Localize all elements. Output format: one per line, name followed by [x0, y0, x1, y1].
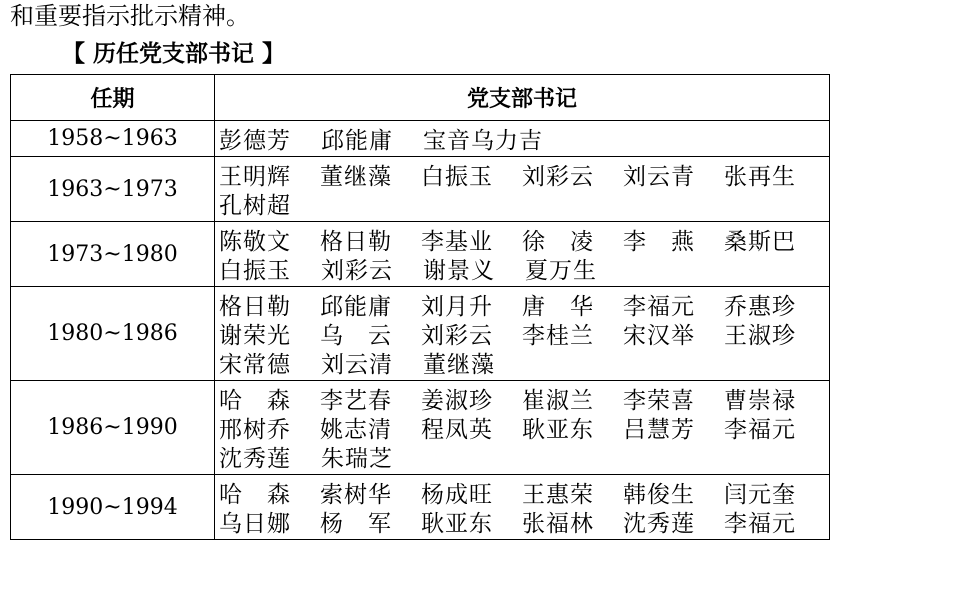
secretary-name: 李艺春	[320, 388, 392, 414]
secretary-name: 韩俊生	[623, 482, 695, 508]
secretaries-cell	[215, 475, 830, 540]
intro-text: 和重要指示批示精神。	[10, 2, 250, 30]
table-row	[11, 287, 830, 381]
secretary-name: 沈秀莲	[623, 511, 695, 537]
secretary-name: 邱能庸	[320, 294, 392, 320]
secretary-name: 谢荣光	[219, 323, 291, 349]
secretary-name: 程凤英	[421, 417, 493, 443]
secretaries-table-container	[10, 74, 830, 540]
secretary-name: 杨成旺	[421, 482, 493, 508]
name-line	[219, 413, 825, 442]
secretary-name: 董继藻	[320, 164, 392, 190]
secretary-name: 王淑珍	[724, 323, 796, 349]
name-line	[219, 290, 825, 319]
secretary-name: 李 燕	[623, 229, 695, 255]
secretary-name: 崔淑兰	[522, 388, 594, 414]
secretary-name: 李福元	[724, 417, 796, 443]
secretary-name: 董继藻	[423, 352, 495, 378]
secretary-name: 白振玉	[219, 258, 291, 284]
table-body	[11, 121, 830, 540]
secretaries-cell	[215, 121, 830, 157]
term-cell: 1973~1980	[11, 222, 215, 287]
secretary-name: 曹崇禄	[724, 388, 796, 414]
secretary-name: 李荣喜	[623, 388, 695, 414]
secretary-name: 刘彩云	[321, 258, 393, 284]
name-line	[219, 384, 825, 413]
secretary-name: 刘云清	[321, 352, 393, 378]
secretary-name: 格日勒	[320, 229, 392, 255]
secretary-name: 宝音乌力吉	[423, 128, 543, 154]
term-cell: 1963~1973	[11, 157, 215, 222]
secretaries-table	[10, 74, 830, 540]
secretary-name: 彭德芳	[219, 128, 291, 154]
section-heading: 【 历任党支部书记 】	[62, 41, 286, 67]
name-line	[219, 225, 825, 254]
term-cell: 1980~1986	[11, 287, 215, 381]
secretary-name: 乌日娜	[219, 511, 291, 537]
secretary-name: 夏万生	[525, 258, 597, 284]
secretary-name: 邢树乔	[219, 417, 291, 443]
secretary-name: 刘彩云	[421, 323, 493, 349]
secretary-name: 哈 森	[219, 388, 291, 414]
secretary-name: 沈秀莲	[219, 446, 291, 472]
header-secretaries: 党支部书记	[215, 75, 830, 121]
secretary-name: 朱瑞芝	[321, 446, 393, 472]
term-cell: 1986~1990	[11, 381, 215, 475]
secretary-name: 白振玉	[421, 164, 493, 190]
secretary-name: 邱能庸	[321, 128, 393, 154]
header-term: 任期	[11, 75, 215, 121]
secretary-name: 王惠荣	[522, 482, 594, 508]
term-cell: 1958~1963	[11, 121, 215, 157]
table-row	[11, 222, 830, 287]
table-row	[11, 157, 830, 222]
table-row	[11, 121, 830, 157]
secretary-name: 吕慧芳	[623, 417, 695, 443]
secretary-name: 乌 云	[320, 323, 392, 349]
secretaries-cell	[215, 287, 830, 381]
name-line	[219, 442, 825, 471]
secretary-name: 徐 凌	[522, 229, 594, 255]
table-row	[11, 381, 830, 475]
secretary-name: 宋汉举	[623, 323, 695, 349]
secretary-name: 谢景义	[423, 258, 495, 284]
secretary-name: 王明辉	[219, 164, 291, 190]
secretary-name: 耿亚东	[522, 417, 594, 443]
secretary-name: 孔树超	[219, 193, 291, 219]
secretary-name: 乔惠珍	[724, 294, 796, 320]
secretary-name: 刘月升	[421, 294, 493, 320]
secretary-name: 索树华	[320, 482, 392, 508]
secretary-name: 刘彩云	[522, 164, 594, 190]
secretary-name: 哈 森	[219, 482, 291, 508]
secretary-name: 杨 军	[320, 511, 392, 537]
secretary-name: 张福林	[522, 511, 594, 537]
secretaries-cell	[215, 157, 830, 222]
name-line	[219, 507, 825, 536]
name-line	[219, 124, 825, 153]
secretary-name: 李桂兰	[522, 323, 594, 349]
secretary-name: 闫元奎	[724, 482, 796, 508]
secretaries-cell	[215, 381, 830, 475]
table-header-row	[11, 75, 830, 121]
name-line	[219, 254, 825, 283]
secretary-name: 宋常德	[219, 352, 291, 378]
secretary-name: 李福元	[724, 511, 796, 537]
secretary-name: 李福元	[623, 294, 695, 320]
name-line	[219, 160, 825, 189]
term-cell: 1990~1994	[11, 475, 215, 540]
secretary-name: 格日勒	[219, 294, 291, 320]
name-line	[219, 478, 825, 507]
secretary-name: 张再生	[724, 164, 796, 190]
name-line	[219, 348, 825, 377]
secretaries-cell	[215, 222, 830, 287]
secretary-name: 桑斯巴	[724, 229, 796, 255]
name-line	[219, 319, 825, 348]
table-row	[11, 475, 830, 540]
secretary-name: 唐 华	[522, 294, 594, 320]
secretary-name: 陈敬文	[219, 229, 291, 255]
secretary-name: 李基业	[421, 229, 493, 255]
secretary-name: 姜淑珍	[421, 388, 493, 414]
name-line	[219, 189, 825, 218]
secretary-name: 刘云青	[623, 164, 695, 190]
secretary-name: 姚志清	[320, 417, 392, 443]
secretary-name: 耿亚东	[421, 511, 493, 537]
